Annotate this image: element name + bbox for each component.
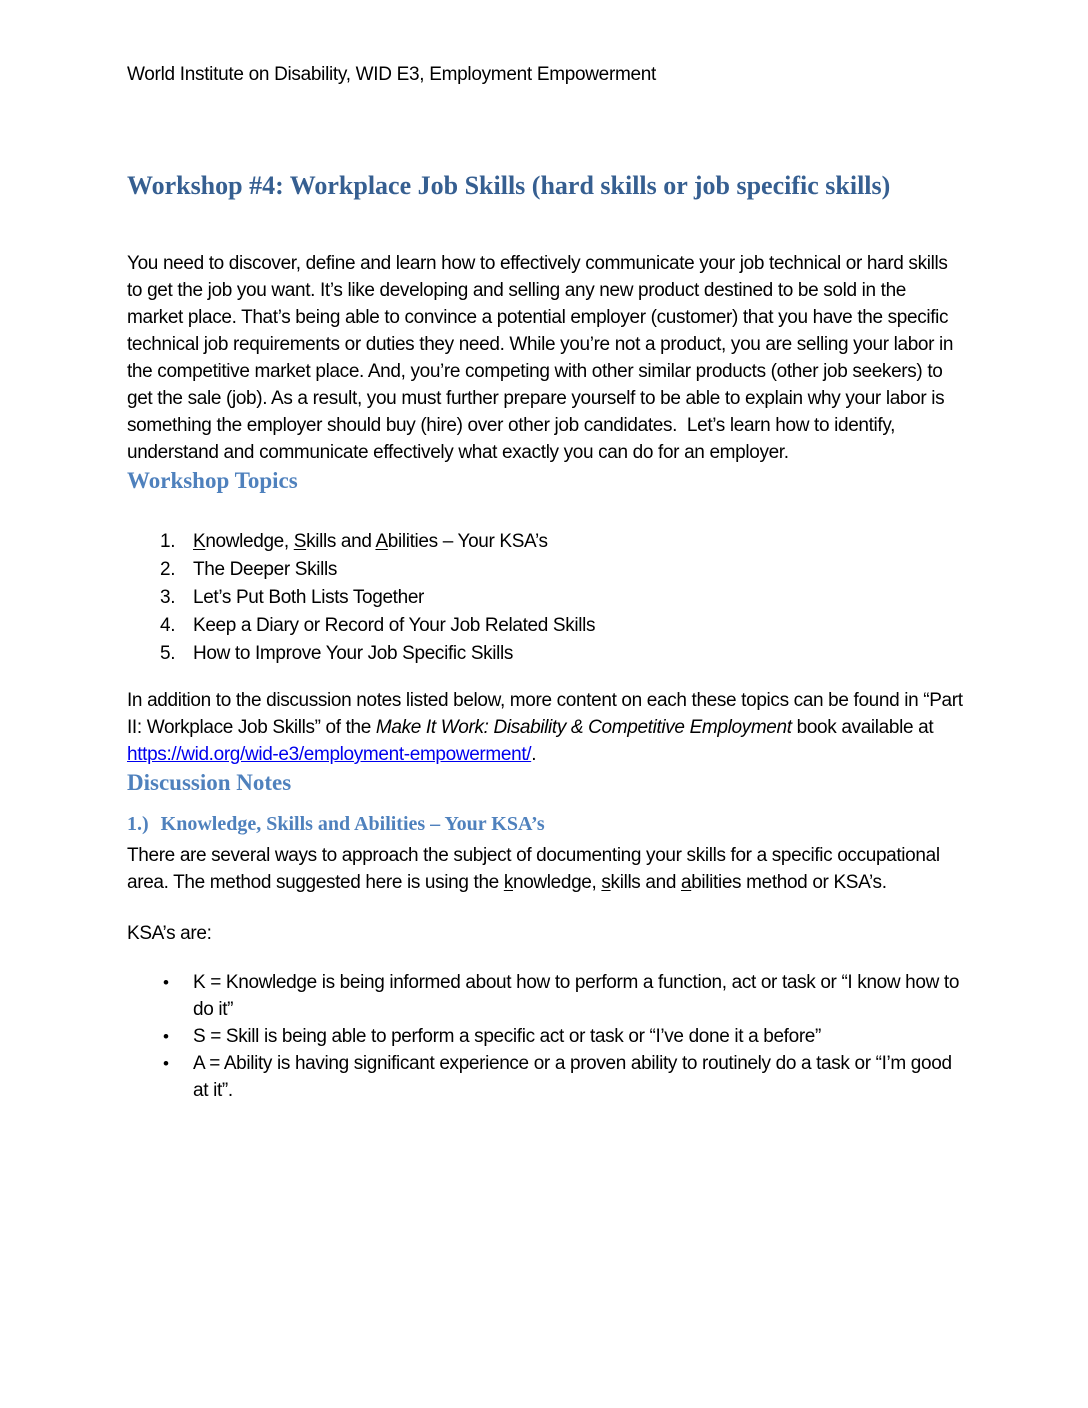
ksa-bullet-list (127, 969, 963, 1104)
list-item (127, 556, 963, 584)
list-item-label: Knowledge, Skills and Abilities – Your KSA’s (193, 531, 548, 552)
bullet-icon: • (163, 1054, 169, 1073)
subsection-heading-ksa: 1.) Knowledge, Skills and Abilities – Your KSA’s (127, 813, 545, 835)
intro-paragraph: You need to discover, define and learn how to effectively communicate your job technical or hard skills to get the job you want. It’s like developing and selling any new product destined to be sold in the market place. That’s being able to convince a potential employer (customer) that you have the specific technical job requirements or duties they need. While you’re not a product, you are selling your labor in the competitive market place. And, you’re competing with other similar products (other job seekers) to get the sale (job). As a result, you must further prepare yourself to be able to explain why your labor is something the employer should buy (hire) over other job candidates. Let’s learn how to identify, understand and communicate effectively what exactly you can do for an employer. (127, 253, 959, 463)
bullet-icon: • (163, 1027, 169, 1046)
list-number: 5. (160, 643, 176, 664)
workshop-topics-list (127, 528, 963, 668)
section-heading-discussion-notes: Discussion Notes (127, 770, 292, 795)
list-number: 2. (160, 559, 176, 580)
list-item (127, 612, 963, 640)
list-item (127, 1050, 963, 1104)
list-item (127, 584, 963, 612)
bullet-icon: • (163, 973, 169, 992)
list-item-label: A = Ability is having significant experience or a proven ability to routinely do a task or “I’m good at it”. (193, 1053, 957, 1101)
list-item (127, 969, 963, 1023)
list-item (127, 640, 963, 668)
ksas-are-label: KSA’s are: (127, 923, 212, 944)
document-header: World Institute on Disability, WID E3, Employment Empowerment (127, 64, 657, 85)
list-number: 3. (160, 587, 176, 608)
list-number: 1. (160, 531, 176, 552)
list-item-label: The Deeper Skills (193, 559, 337, 580)
employment-empowerment-link[interactable]: https://wid.org/wid-e3/employment-empowerment/ (127, 744, 532, 765)
addition-paragraph: In addition to the discussion notes listed below, more content on each these topics can be found in “Part II: Workplace Job Skills” of the Make It Work: Disability & Competitive Employment book available at https://wid.org/wid-e3/employment-empowerment/. (127, 690, 968, 765)
book-title: Make It Work: Disability & Competitive Employment (375, 717, 792, 738)
section-heading-workshop-topics: Workshop Topics (127, 468, 298, 493)
list-item-label: Keep a Diary or Record of Your Job Related Skills (193, 615, 596, 636)
list-item-label: How to Improve Your Job Specific Skills (193, 643, 514, 664)
list-item-label: S = Skill is being able to perform a specific act or task or “I’ve done it a before” (193, 1026, 821, 1047)
list-item-label: K = Knowledge is being informed about how to perform a function, act or task or “I know how to do it” (193, 972, 964, 1020)
list-item (127, 1023, 963, 1050)
page-title: Workshop #4: Workplace Job Skills (hard skills or job specific skills) (127, 171, 891, 200)
list-number: 4. (160, 615, 176, 636)
list-item (127, 528, 963, 556)
ksa-method-paragraph: There are several ways to approach the subject of documenting your skills for a specific occupational area. The method suggested here is using the knowledge, skills and abilities method or KSA’s. (127, 845, 945, 893)
list-item-label: Let’s Put Both Lists Together (193, 587, 425, 608)
